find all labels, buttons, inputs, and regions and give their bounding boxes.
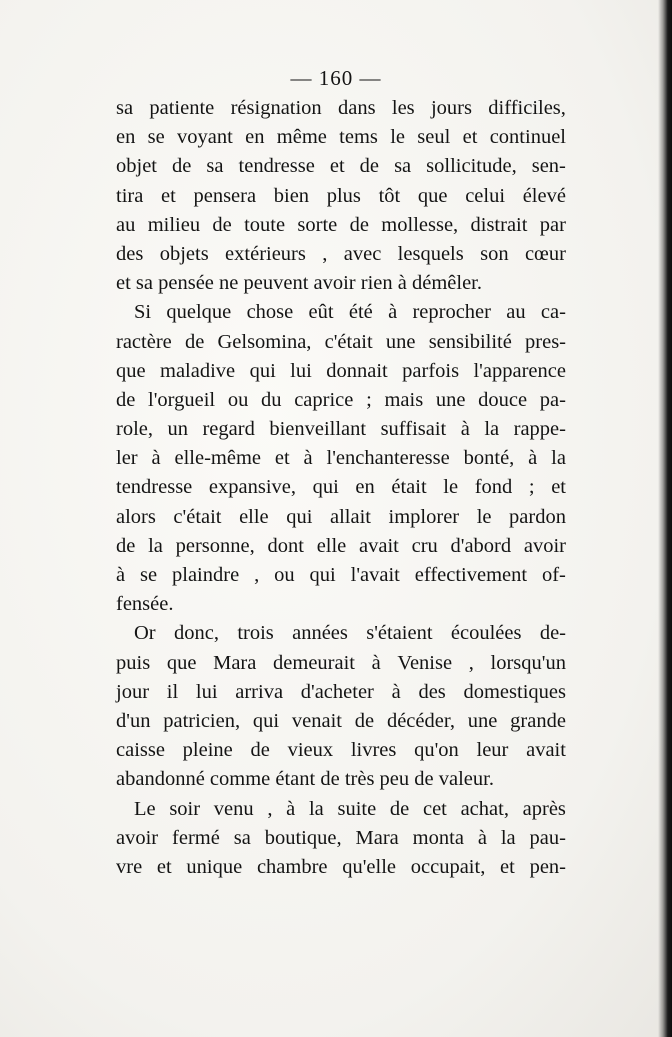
text-line: avoir fermé sa boutique, Mara monta à la pau- [116, 826, 566, 849]
text-line: que maladive qui lui donnait parfois l'apparence [116, 359, 566, 382]
text-line: de la personne, dont elle avait cru d'abord avoir [116, 534, 566, 557]
text-line: sa patiente résignation dans les jours difficiles, [116, 97, 566, 119]
text-line: des objets extérieurs , avec lesquels son cœur [116, 242, 566, 265]
body-text [116, 94, 566, 882]
text-line: au milieu de toute sorte de mollesse, distrait par [116, 213, 566, 236]
text-line: objet de sa tendresse et de sa sollicitude, sen- [116, 155, 566, 178]
text-line: jour il lui arriva d'acheter à des domestiques [116, 680, 566, 703]
text-line: ler à elle-même et à l'enchanteresse bonté, à la [116, 447, 566, 470]
text-line: en se voyant en même tems le seul et continuel [116, 126, 566, 149]
text-line: d'un patricien, qui venait de décéder, une grande [116, 709, 566, 732]
text-line: ractère de Gelsomina, c'était une sensibilité pres- [116, 330, 566, 353]
page-number: — 160 — [290, 66, 382, 90]
text-line: alors c'était elle qui allait implorer le pardon [116, 505, 566, 528]
text-line: caisse pleine de vieux livres qu'on leur avait [116, 739, 566, 762]
text-line: à se plaindre , ou qui l'avait effectivement of- [116, 564, 566, 586]
text-line: tendresse expansive, qui en était le fond ; et [116, 476, 566, 499]
text-line: et sa pensée ne peuvent avoir rien à démêler. [116, 272, 482, 295]
text-line: role, un regard bienveillant suffisait à la rappe- [116, 418, 566, 441]
text-line: puis que Mara demeurait à Venise , lorsqu'un [116, 651, 566, 674]
text-line: Le soir venu , à la suite de cet achat, après [134, 797, 566, 820]
text-line: fensée. [116, 593, 174, 616]
text-line: Or donc, trois années s'étaient écoulées de- [134, 622, 566, 645]
text-line: Si quelque chose eût été à reprocher au ca- [134, 301, 566, 324]
text-line: tira et pensera bien plus tôt que celui élevé [116, 184, 566, 207]
text-line: vre et unique chambre qu'elle occupait, et pen- [116, 855, 566, 878]
text-line: abandonné comme étant de très peu de valeur. [116, 768, 494, 791]
text-line: de l'orgueil ou du caprice ; mais une douce pa- [116, 388, 566, 411]
book-spine-shadow [658, 0, 672, 1037]
